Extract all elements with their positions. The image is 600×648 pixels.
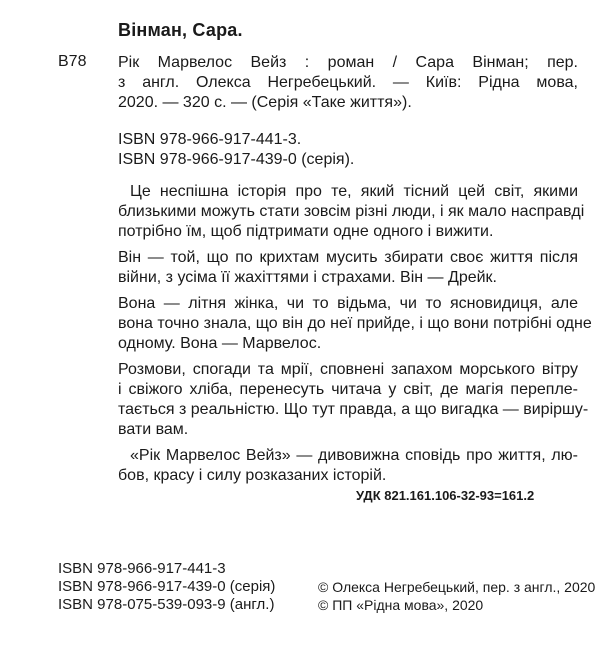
bibliographic-line: з англ. Олекса Негребецький. — Київ: Рідна мова, [118, 74, 578, 91]
isbn-block-top [118, 130, 354, 170]
bibliographic-description [118, 53, 578, 113]
isbn-line: ISBN 978-966-917-439-0 (серія) [58, 578, 276, 595]
udk-code: УДК 821.161.106-32-93=161.2 [356, 488, 535, 503]
isbn-line: ISBN 978-966-917-439-0 (серія). [118, 151, 355, 168]
isbn-line: ISBN 978-966-917-441-3 [58, 560, 226, 577]
annotation-paragraph [118, 446, 578, 486]
isbn-line: ISBN 978-075-539-093-9 (англ.) [58, 596, 275, 613]
annotation-line: потрібно їм, щоб підтримати одне одного і вижити. [118, 223, 494, 240]
copyright-line: © Олекса Негребецький, пер. з англ., 2020 [318, 579, 596, 595]
bibliographic-line: Рік Марвелос Вейз : роман / Сара Вінман; пер. [118, 54, 578, 71]
isbn-block-bottom [58, 560, 275, 614]
annotation-line: вона точно знала, що він до неї прийде, і що вони потрібні одне [118, 315, 592, 332]
annotation-line: одному. Вона — Марвелос. [118, 335, 322, 352]
author-name: Вінман, Сара. [118, 20, 243, 40]
annotation-line: і свіжого хліба, перенесуть читача у світ, де магія перепле- [118, 381, 578, 398]
annotation-line: Він — той, що по крихтам мусить збирати своє життя після [118, 249, 578, 266]
annotation-line: вати вам. [118, 421, 189, 438]
bibliographic-line: 2020. — 320 с. — (Серія «Таке життя»). [118, 94, 412, 111]
annotation-line: війни, з усіма її жахіттями і страхами. Він — Дрейк. [118, 269, 497, 286]
annotation-paragraph [118, 294, 592, 354]
annotation-paragraph [118, 360, 589, 440]
annotation-line: «Рік Марвелос Вейз» — дивовижна сповідь про життя, лю- [130, 447, 578, 464]
isbn-line: ISBN 978-966-917-441-3. [118, 131, 302, 148]
annotation-line: бов, красу і силу розказаних історій. [118, 467, 387, 484]
copyright-block [318, 578, 595, 614]
annotation-line: близькими можуть стати зовсім різні люди, і як мало насправді [118, 203, 585, 220]
copyright-line: © ПП «Рідна мова», 2020 [318, 597, 484, 613]
annotation-line: тається з реальністю. Що тут правда, а що вигадка — виріршу- [118, 401, 589, 418]
classification-code: В78 [58, 53, 87, 70]
annotation-paragraph [118, 182, 585, 242]
annotation-line: Вона — літня жінка, чи то відьма, чи то ясновидиця, але [118, 295, 578, 312]
annotation-line: Це неспішна історія про те, який тісний цей світ, якими [130, 183, 578, 200]
annotation-line: Розмови, спогади та мрії, сповнені запахом морського вітру [118, 361, 578, 378]
annotation-paragraph [118, 248, 578, 288]
annotation [118, 182, 592, 492]
